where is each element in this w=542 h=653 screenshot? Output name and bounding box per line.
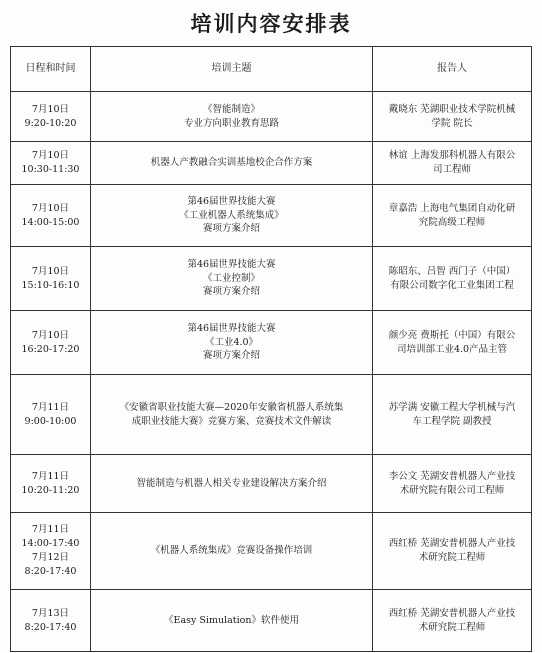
row-time: 7月11日 9:00-10:00 [11,375,91,455]
document-title: 培训内容安排表 [190,12,352,36]
row-topic: 《安徽省职业技能大赛—2020年安徽省机器人系统集 成职业技能大赛》竞赛方案、竞赛技术文件解读 [91,375,373,455]
table-row [11,311,532,375]
table-row [11,92,532,142]
row-topic: 第46届世界技能大赛 《工业4.0》 赛项方案介绍 [91,311,373,375]
row-speaker: 苏学满 安徽工程大学机械与汽 车工程学院 副教授 [373,375,532,455]
table-row [11,247,532,311]
table-header-row [11,47,532,92]
row-topic: 第46届世界技能大赛 《工业机器人系统集成》 赛项方案介绍 [91,185,373,247]
row-speaker: 章嘉浩 上海电气集团自动化研 究院高级工程师 [373,185,532,247]
row-time: 7月10日 9:20-10:20 [11,92,91,142]
header-speaker: 报告人 [373,47,532,92]
row-time: 7月10日 16:20-17:20 [11,311,91,375]
row-time: 7月10日 15:10-16:10 [11,247,91,311]
row-topic: 《智能制造》 专业方向职业教育思路 [91,92,373,142]
table-row [11,513,532,590]
header-time: 日程和时间 [11,47,91,92]
row-speaker: 西红桥 芜湖安普机器人产业技 术研究院工程师 [373,590,532,652]
table-row [11,375,532,455]
row-speaker: 林谊 上海发那科机器人有限公 司工程师 [373,142,532,185]
row-topic: 第46届世界技能大赛 《工业控制》 赛项方案介绍 [91,247,373,311]
row-speaker: 颜少亮 费斯托（中国）有限公 司培训部工业4.0产品主管 [373,311,532,375]
row-topic: 机器人产教融合实训基地校企合作方案 [91,142,373,185]
row-topic: 《Easy Simulation》软件使用 [91,590,373,652]
row-speaker: 李公文 芜湖安普机器人产业技 术研究院有限公司工程师 [373,455,532,513]
row-speaker: 西红桥 芜湖安普机器人产业技 术研究院工程师 [373,513,532,590]
row-speaker: 戴晓东 芜湖职业技术学院机械 学院 院长 [373,92,532,142]
row-time: 7月11日 10:20-11:20 [11,455,91,513]
table-row [11,185,532,247]
table-row [11,142,532,185]
header-topic: 培训主题 [91,47,373,92]
row-speaker: 陈昭东、吕智 西门子（中国） 有限公司数字化工业集团工程 [373,247,532,311]
table-row [11,455,532,513]
schedule-table [10,46,532,652]
row-time: 7月10日 10:30-11:30 [11,142,91,185]
row-time: 7月13日 8:20-17:40 [11,590,91,652]
table-row [11,590,532,652]
row-time: 7月11日 14:00-17:40 7月12日 8:20-17:40 [11,513,91,590]
row-time: 7月10日 14:00-15:00 [11,185,91,247]
row-topic: 智能制造与机器人相关专业建设解决方案介绍 [91,455,373,513]
row-topic: 《机器人系统集成》竞赛设备操作培训 [91,513,373,590]
